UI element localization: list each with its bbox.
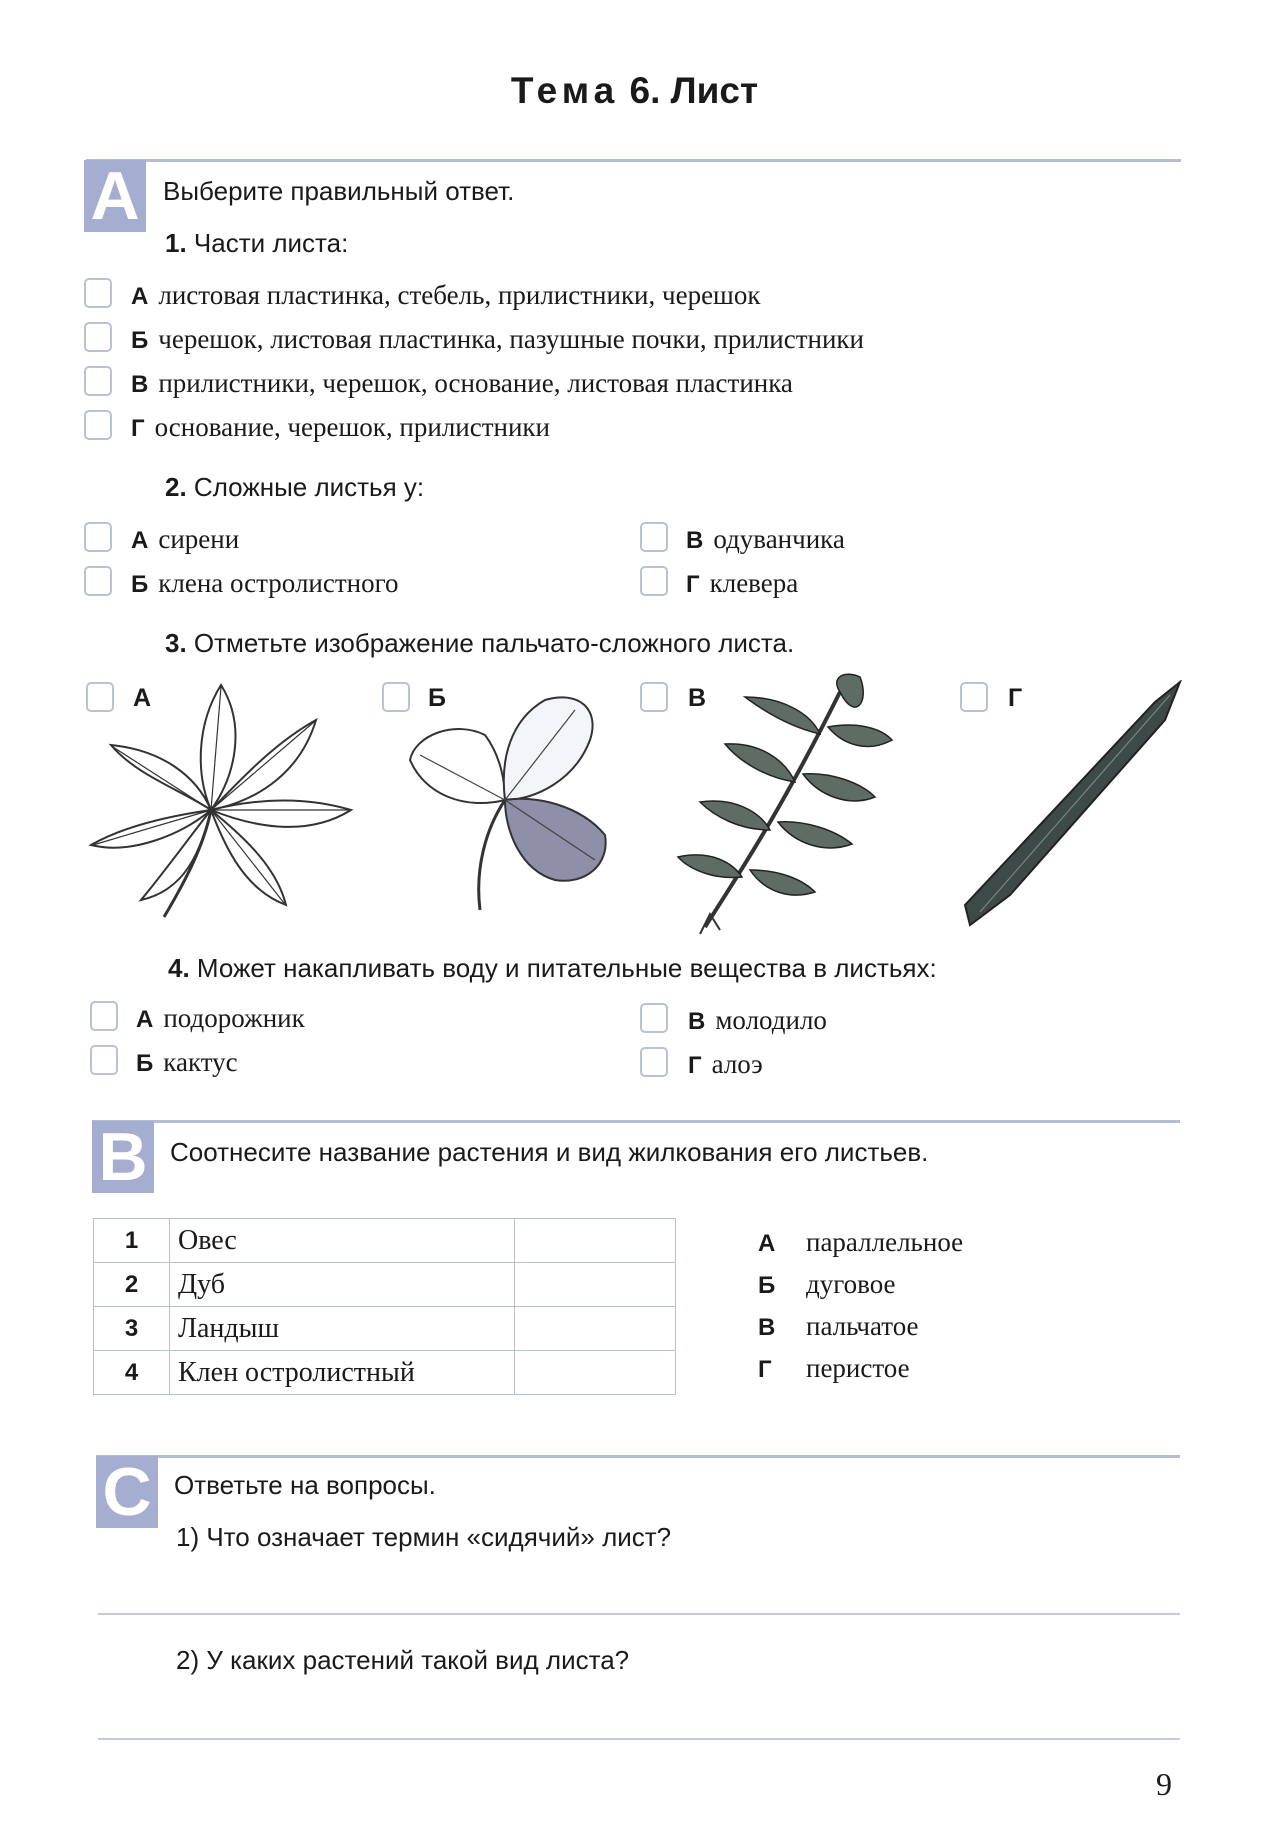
q4-option-c: В молодило <box>688 1005 827 1035</box>
q1-option-a-checkbox[interactable] <box>84 278 112 308</box>
section-a-rule <box>86 159 1181 162</box>
section-c-instruction: Ответьте на вопросы. <box>174 1470 436 1500</box>
q1-option-d-checkbox[interactable] <box>84 410 112 440</box>
q1-option-d: Г основание, черешок, прилистники <box>131 412 550 442</box>
q4-option-b-checkbox[interactable] <box>90 1045 118 1075</box>
q2-option-b-checkbox[interactable] <box>84 566 112 596</box>
q1-option-c: В прилистники, черешок, основание, листовая пластинка <box>131 368 793 398</box>
row-number: 4 <box>94 1351 170 1395</box>
q2-option-a-checkbox[interactable] <box>84 522 112 552</box>
linear-leaf-icon <box>955 680 1185 930</box>
q2-option-d-checkbox[interactable] <box>640 566 668 596</box>
q1-option-b-checkbox[interactable] <box>84 322 112 352</box>
q4-option-d: Г алоэ <box>688 1049 763 1079</box>
answer-line-1[interactable] <box>98 1613 1180 1615</box>
venation-option-b: Б дуговое <box>758 1269 896 1299</box>
q2-option-c: В одуванчика <box>686 524 845 554</box>
row-number: 3 <box>94 1307 170 1351</box>
q1-option-b: Б черешок, листовая пластинка, пазушные почки, прилистники <box>131 324 864 354</box>
q2-option-d: Г клевера <box>686 568 799 598</box>
section-c-question-1: 1) Что означает термин «сидячий» лист? <box>176 1522 672 1552</box>
page-number: 9 <box>1156 1766 1172 1802</box>
table-row <box>94 1219 676 1263</box>
q3-option-b-label: Б <box>428 684 446 712</box>
answer-line-2[interactable] <box>98 1738 1180 1740</box>
venation-option-a: А параллельное <box>758 1227 964 1257</box>
q1-option-a: А листовая пластинка, стебель, прилистники, черешок <box>131 280 761 310</box>
q1-option-c-checkbox[interactable] <box>84 366 112 396</box>
section-a-instruction: Выберите правильный ответ. <box>163 176 515 206</box>
q3-option-c-label: В <box>688 684 707 712</box>
q3-option-a-label: А <box>133 684 152 712</box>
question-4: 4. Может накапливать воду и питательные вещества в листьях: <box>168 953 937 983</box>
palmate-compound-leaf-icon <box>86 675 356 920</box>
question-2: 2. Сложные листья у: <box>165 472 425 502</box>
venation-option-d: Г перистое <box>758 1353 910 1383</box>
pinnate-compound-leaf-icon <box>670 672 895 937</box>
section-a-badge: A <box>84 160 146 232</box>
row-number: 1 <box>94 1219 170 1263</box>
table-row <box>94 1307 676 1351</box>
q2-option-c-checkbox[interactable] <box>640 522 668 552</box>
page-title: Тема 6. Лист <box>510 70 759 111</box>
trifoliate-leaf-icon <box>405 690 620 915</box>
answer-cell[interactable] <box>515 1263 676 1307</box>
section-c-question-2: 2) У каких растений такой вид листа? <box>176 1645 630 1675</box>
answer-cell[interactable] <box>515 1351 676 1395</box>
q4-option-c-checkbox[interactable] <box>640 1003 668 1033</box>
section-c-rule <box>96 1455 1180 1458</box>
venation-option-c: В пальчатое <box>758 1311 919 1341</box>
q4-option-a-checkbox[interactable] <box>90 1001 118 1031</box>
plant-name: Ландыш <box>170 1307 515 1351</box>
section-b-rule <box>92 1120 1180 1123</box>
table-row <box>94 1351 676 1395</box>
q4-option-d-checkbox[interactable] <box>640 1047 668 1077</box>
question-3: 3. Отметьте изображение пальчато-сложного листа. <box>165 628 795 658</box>
matching-table <box>93 1218 676 1395</box>
plant-name: Клен остролистный <box>170 1351 515 1395</box>
section-c-badge: C <box>96 1456 158 1528</box>
q4-option-a: А подорожник <box>136 1003 305 1033</box>
section-b-instruction: Соотнесите название растения и вид жилкования его листьев. <box>170 1137 929 1167</box>
q4-option-b: Б кактус <box>136 1047 238 1077</box>
plant-name: Дуб <box>170 1263 515 1307</box>
row-number: 2 <box>94 1263 170 1307</box>
q2-option-a: А сирени <box>131 524 240 554</box>
table-row <box>94 1263 676 1307</box>
answer-cell[interactable] <box>515 1307 676 1351</box>
q2-option-b: Б клена остролистного <box>131 568 399 598</box>
q3-option-d-label: Г <box>1008 684 1023 712</box>
section-b-badge: B <box>92 1121 154 1193</box>
q3-option-c-checkbox[interactable] <box>640 682 668 712</box>
answer-cell[interactable] <box>515 1219 676 1263</box>
question-1: 1. Части листа: <box>165 228 349 258</box>
plant-name: Овес <box>170 1219 515 1263</box>
